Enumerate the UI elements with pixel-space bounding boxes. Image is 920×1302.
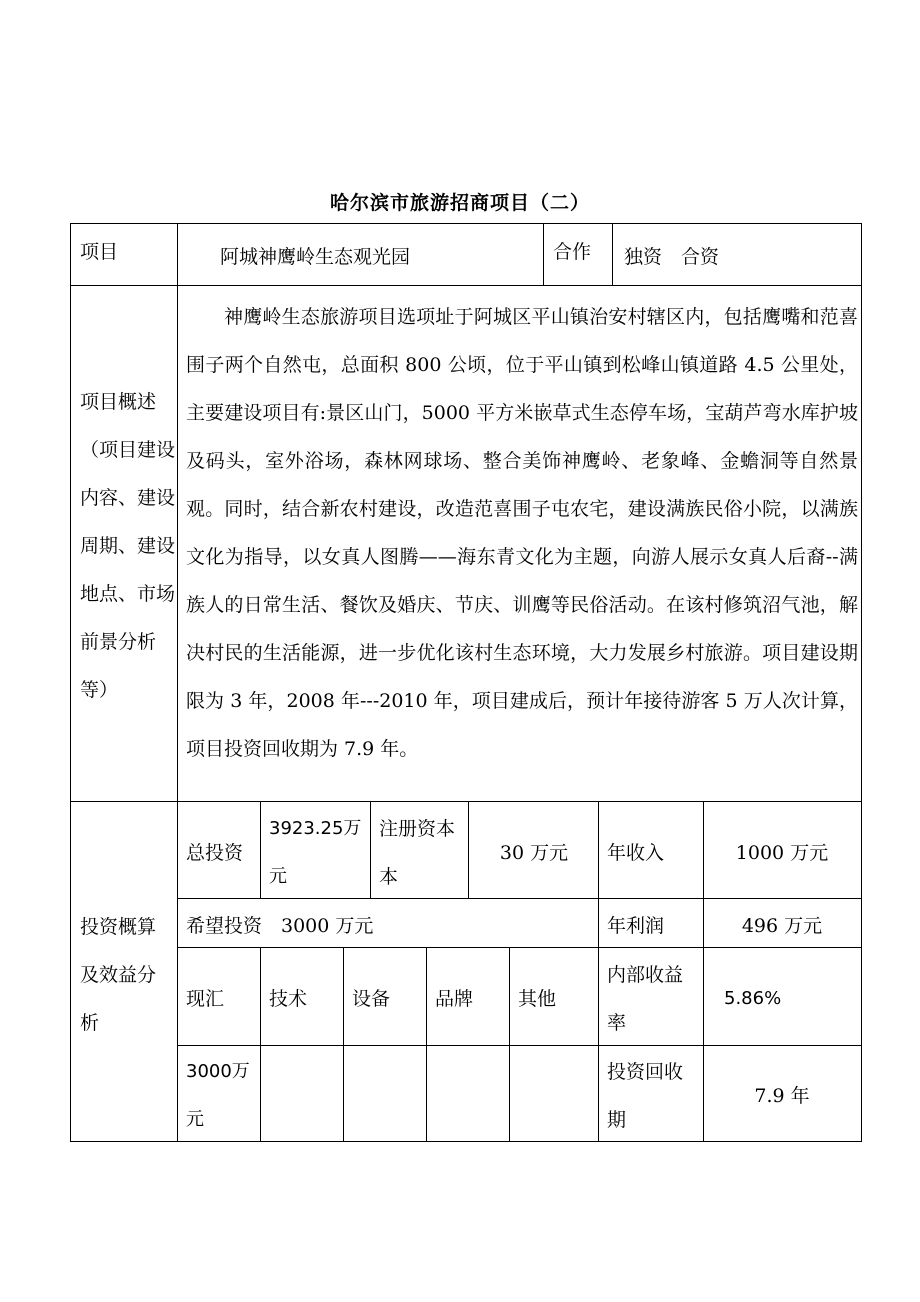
total-investment-value: 3923.25万元: [269, 818, 362, 887]
brand-label: 品牌: [435, 988, 474, 1010]
technology-label: 技术: [269, 988, 308, 1010]
registered-capital-label: 注册资本本: [379, 818, 456, 888]
hope-investment: 希望投资 3000 万元: [186, 915, 374, 937]
other-label: 其他: [518, 988, 557, 1010]
irr-value: 5.86%: [724, 988, 782, 1009]
cooperation-value: 独资 合资: [624, 246, 720, 268]
annual-profit-label: 年利润: [607, 915, 665, 937]
project-label: 项目: [80, 241, 119, 263]
payback-label: 投资回收期: [607, 1061, 684, 1131]
cash-value: 3000万元: [186, 1061, 250, 1130]
equipment-label: 设备: [352, 988, 391, 1010]
overview-text: 神鹰岭生态旅游项目选项址于阿城区平山镇治安村辖区内，包括鹰嘴和范喜围子两个自然屯，总面积 800 公顷，位于平山镇到松峰山镇道路 4.5 公里处，主要建设项目有:景区山门，5000 平方米嵌草式生态停车场，宝葫芦弯水库护坡及码头，室外浴场，森林网球场、整合美饰神鹰岭、老象峰、金蟾洞等自然景观。同时，结合新农村建设，改造范喜围子屯农宅，建设满族民俗小院，以满族文化为指导，以女真人图腾——海东青文化为主题，向游人展示女真人后裔--满族人的日常生活、餐饮及婚庆、节庆、训鹰等民俗活动。在该村修筑沼气池，解决村民的生活能源，进一步优化该村生态环境，大力发展乡村旅游。项目建设期限为 3 年，2008 年---2010 年，项目建成后，预计年接待游客 5 万人次计算，项目投资回收期为 7.9 年。: [186, 306, 858, 760]
payback-value: 7.9 年: [754, 1085, 810, 1107]
page-title: 哈尔滨市旅游招商项目（二）: [329, 192, 590, 214]
cooperation-label: 合作: [553, 241, 592, 263]
annual-profit-value: 496 万元: [741, 915, 823, 937]
annual-income-label: 年收入: [607, 842, 665, 864]
investment-label: 投资概算及效益分析: [80, 916, 157, 1034]
registered-capital-value: 30 万元: [499, 842, 569, 864]
project-name: 阿城神鹰岭生态观光园: [220, 246, 411, 268]
irr-label: 内部收益率: [607, 964, 684, 1034]
overview-label: 项目概述（项目建设内容、建设周期、建设地点、市场前景分析等）: [80, 391, 176, 701]
cash-label: 现汇: [186, 988, 225, 1010]
total-investment-label: 总投资: [186, 842, 244, 864]
annual-income-value: 1000 万元: [735, 842, 829, 864]
